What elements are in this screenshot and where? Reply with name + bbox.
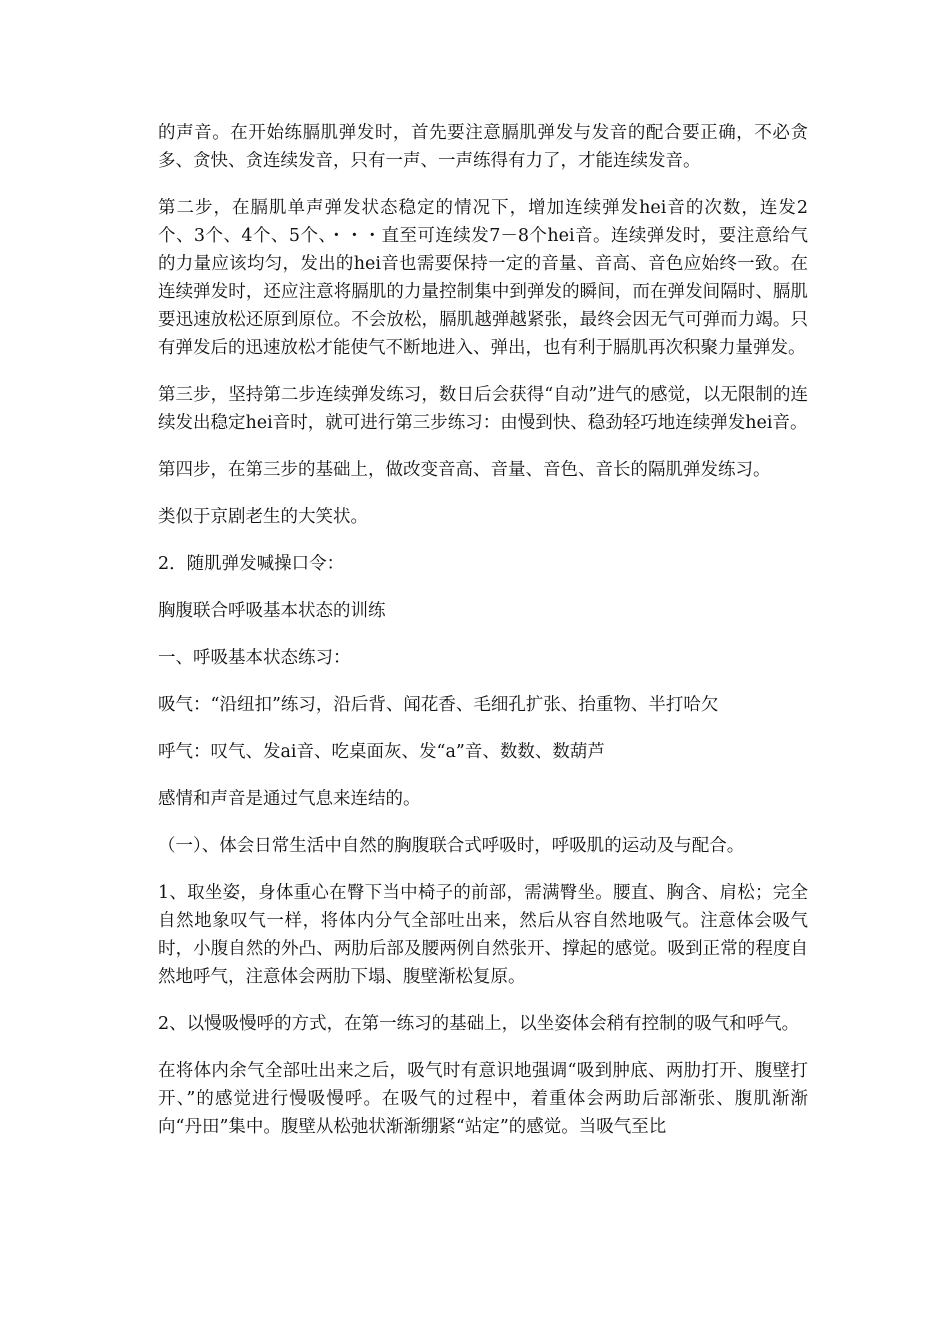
paragraph: 类似于京剧老生的大笑状。 xyxy=(158,507,368,527)
paragraph: 吸气：“沿纽扣”练习，沿后背、闻花香、毛细孔扩张、抬重物、半打哈欠 xyxy=(158,695,719,715)
paragraph: 呼气：叹气、发ai音、吃桌面灰、发“a”音、数数、数葫芦 xyxy=(158,742,605,762)
document-body xyxy=(158,119,808,1160)
paragraph: 第三步，坚持第二步连续弹发练习，数日后会获得“自动”进气的感觉，以无限制的连续发出稳定hei音时，就可进行第三步练习：由慢到快、稳劲轻巧地连续弹发hei音。 xyxy=(158,385,808,433)
paragraph: 的声音。在开始练膈肌弹发时，首先要注意膈肌弹发与发音的配合要正确，不必贪多、贪快、贪连续发音，只有一声、一声练得有力了，才能连续发音。 xyxy=(158,123,808,171)
paragraph: 1、取坐姿，身体重心在臀下当中椅子的前部，需满臀坐。腰直、胸含、肩松；完全自然地象叹气一样，将体内分气全部吐出来，然后从容自然地吸气。注意体会吸气时，小腹自然的外凸、两肋后部及腰两例自然张开、撑起的感觉。吸到正常的程度自然地呼气，注意体会两肋下塌、腹壁渐松复原。 xyxy=(158,883,808,987)
paragraph: 2、以慢吸慢呼的方式，在第一练习的基础上，以坐姿体会稍有控制的吸气和呼气。 xyxy=(158,1014,800,1034)
paragraph: 在将体内余气全部吐出来之后，吸气时有意识地强调“吸到肿底、两肋打开、腹壁打开、”的感觉进行慢吸慢呼。在吸气的过程中，着重体会两助后部渐张、腹肌渐渐向“丹田”集中。腹壁从松弛状渐渐绷紧“站定”的感觉。当吸气至比 xyxy=(158,1061,808,1137)
paragraph: 第二步，在膈肌单声弹发状态稳定的情况下，增加连续弹发hei音的次数，连发2个、3个、4个、5个、・・・直至可连续发7－8个hei音。连续弹发时，要注意给气的力量应该均匀，发出的hei音也需要保持一定的音量、音高、音色应始终一致。在连续弹发时，还应注意将膈肌的力量控制集中到弹发的瞬间，而在弹发间隔时、膈肌要迅速放松还原到原位。不会放松，膈肌越弹越紧张，最终会因无气可弹而力竭。只有弹发后的迅速放松才能使气不断地进入、弹出，也有利于膈肌再次积聚力量弹发。 xyxy=(158,198,808,358)
section-heading: 一、呼吸基本状态练习： xyxy=(158,648,351,668)
paragraph: 2．随肌弹发喊操口令： xyxy=(158,554,345,574)
paragraph: 感情和声音是通过气息来连结的。 xyxy=(158,789,421,809)
paragraph: 第四步，在第三步的基础上，做改变音高、音量、音色、音长的隔肌弹发练习。 xyxy=(158,460,771,480)
section-heading: （一）、体会日常生活中自然的胸腹联合式呼吸时，呼吸肌的运动及与配合。 xyxy=(158,836,745,856)
section-heading: 胸腹联合呼吸基本状态的训练 xyxy=(158,601,386,621)
